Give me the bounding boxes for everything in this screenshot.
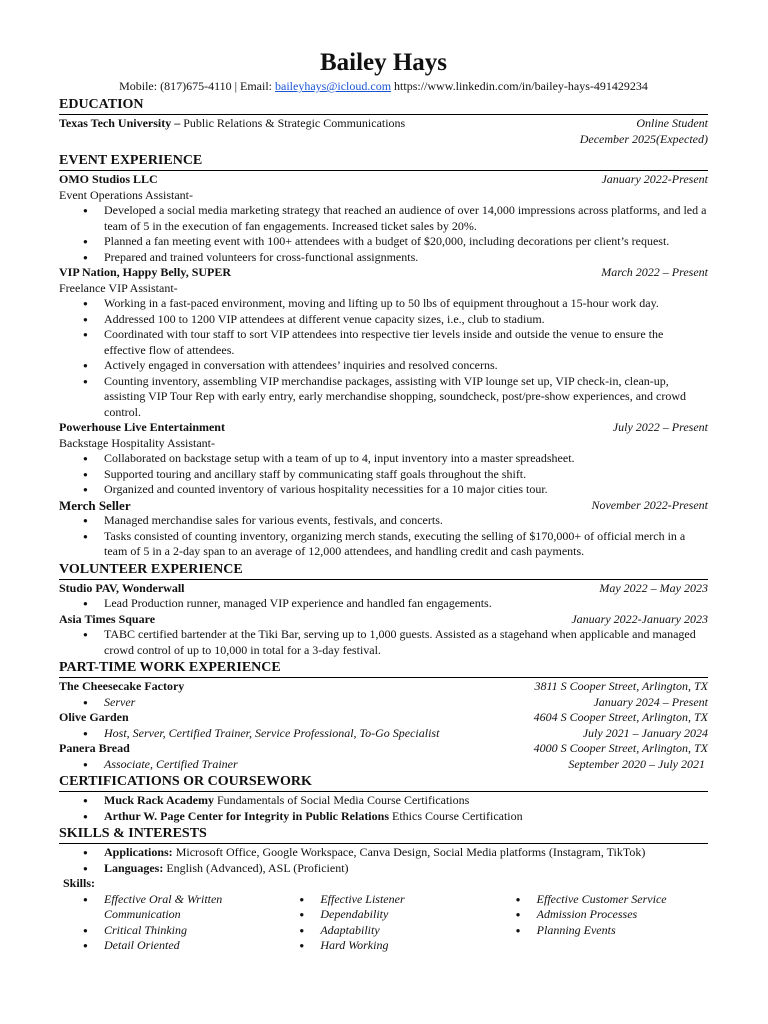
job-org: OMO Studios LLC <box>59 172 158 186</box>
job-header <box>59 679 708 695</box>
bullet-item: ● Planned a fan meeting event with 100+ attendees with a budget of $20,000, including decorations per client’s request. <box>59 234 708 250</box>
job-header <box>59 581 708 597</box>
mobile-text: Mobile: (817)675-4110 | Email: <box>119 79 276 93</box>
bullet-item: ● Actively engaged in conversation with attendees’ inquiries and resolved concerns. <box>59 358 708 374</box>
bullet-item: ● Tasks consisted of counting inventory, organizing merch stands, executing the selling of $170,000+ of official merch in a team of 5 in a 2-day span to an average of 12,000 attendees, and handling credit and cash payments. <box>59 529 708 560</box>
job-header <box>59 498 708 514</box>
bullet-item: ● Server <box>59 695 135 711</box>
job-bullets <box>59 451 708 498</box>
section-education-heading: EDUCATION <box>59 97 708 115</box>
skills-column <box>492 892 708 954</box>
bullet-item: ● Working in a fast-paced environment, moving and lifting up to 50 lbs of equipment throughout a 15-hour work day. <box>59 296 708 312</box>
skill-item: ● Adaptability <box>275 923 491 939</box>
bullet-item: ● TABC certified bartender at the Tiki Bar, serving up to 1,000 guests. Assisted as a stagehand when applicable and managed crowd control of up to 10,000 in total for a 3-day festival. <box>59 627 708 658</box>
section-parttime-heading: PART-TIME WORK EXPERIENCE <box>59 660 708 678</box>
job-bullets <box>59 627 708 658</box>
job-org: The Cheesecake Factory <box>59 679 185 693</box>
job-org: Panera Bread <box>59 741 130 755</box>
bullet-item: ● Lead Production runner, managed VIP experience and handled fan engagements. <box>59 596 708 612</box>
job-dates: November 2022-Present <box>591 497 708 512</box>
job-bullets <box>59 203 708 265</box>
job-org: Merch Seller <box>59 497 131 513</box>
skill-item: ● Effective Customer Service <box>492 892 708 908</box>
cert-list <box>59 793 708 824</box>
job-dates: January 2022-Present <box>601 172 708 186</box>
candidate-name: Bailey Hays <box>319 49 448 76</box>
job-address: 4000 S Cooper Street, Arlington, TX <box>533 741 708 755</box>
job-bullets <box>59 513 708 560</box>
cert-course: Fundamentals of Social Media Course Certifications <box>214 793 470 807</box>
skill-item: ● Planning Events <box>492 923 708 939</box>
job-org: Studio PAV, Wonderwall <box>59 580 185 595</box>
job-header <box>59 420 708 436</box>
bullet-item: ● Addressed 100 to 1200 VIP attendees at different venue capacity sizes, i.e., club to stadium. <box>59 312 708 328</box>
job-org: Powerhouse Live Entertainment <box>59 420 225 434</box>
skill-item: ● Effective Listener <box>275 892 491 908</box>
skill-item: ● Detail Oriented <box>59 938 275 954</box>
job-header <box>59 612 708 628</box>
education-date: December 2025(Expected) <box>579 131 708 146</box>
job-dates: July 2021 – January 2024 <box>582 725 708 740</box>
section-certs-heading: CERTIFICATIONS OR COURSEWORK <box>59 774 708 792</box>
skill-item: ● Admission Processes <box>492 907 708 923</box>
bullet-item: ● Host, Server, Certified Trainer, Service Professional, To-Go Specialist <box>59 726 439 742</box>
job-dates: January 2022-January 2023 <box>571 611 708 626</box>
bullet-item: ● Developed a social media marketing strategy that reached an audience of over 14,000 impressions across platforms, and led a team of 5 in the execution of fan engagements. Increased ticket sales by 20%. <box>59 203 708 234</box>
skills-column <box>275 892 491 954</box>
bullet-item: ● Coordinated with tour staff to sort VIP attendees into respective tier levels inside and outside the venue to ensure the effective flow of attendees. <box>59 327 708 358</box>
job-role-row <box>59 757 708 773</box>
job-role-row <box>59 695 708 711</box>
job-org: Asia Times Square <box>59 611 156 626</box>
section-volunteer-heading: VOLUNTEER EXPERIENCE <box>59 562 708 580</box>
skill-category-label: Applications: <box>104 845 173 859</box>
skills-column <box>59 892 275 954</box>
bullet-item: ● Managed merchandise sales for various events, festivals, and concerts. <box>59 513 708 529</box>
skills-label: Skills: <box>63 876 96 890</box>
linkedin-text: https://www.linkedin.com/in/bailey-hays-491429234 <box>391 79 648 93</box>
bullet-item: ● Associate, Certified Trainer <box>59 757 238 773</box>
skill-category-label: Languages: <box>104 860 164 875</box>
job-role: Event Operations Assistant- <box>59 187 193 202</box>
bullet-item: ● Counting inventory, assembling VIP merchandise packages, assisting with VIP lounge set up, VIP check-in, clean-up, assisting VIP Tour Rep with early entry, early merchandise shopping, soundcheck, post/pre-show experiences, and crowd control. <box>59 374 708 421</box>
skill-category <box>59 861 708 877</box>
job-role: Freelance VIP Assistant- <box>59 280 178 295</box>
job-role: Backstage Hospitality Assistant- <box>59 435 215 450</box>
job-header <box>59 741 708 757</box>
email-link[interactable]: baileyhays@icloud.com <box>275 79 392 93</box>
cert-item <box>59 809 708 825</box>
job-bullets <box>59 296 708 420</box>
cert-course: Ethics Course Certification <box>389 808 523 823</box>
skill-category <box>59 845 708 861</box>
bullet-item: ● Prepared and trained volunteers for cross-functional assignments. <box>59 250 708 266</box>
skill-item: ● Dependability <box>275 907 491 923</box>
education-row <box>59 116 708 132</box>
job-header <box>59 265 708 281</box>
education-date-row <box>59 132 708 148</box>
job-header <box>59 172 708 188</box>
job-dates: March 2022 – Present <box>601 265 708 279</box>
bullet-item: ● Collaborated on backstage setup with a team of up to 4, input inventory into a master spreadsheet. <box>59 451 708 467</box>
cert-provider: Arthur W. Page Center for Integrity in Public Relations <box>104 808 389 823</box>
school-name: Texas Tech University – <box>59 116 181 130</box>
job-address: 3811 S Cooper Street, Arlington, TX <box>534 679 708 693</box>
job-dates: July 2022 – Present <box>612 420 708 434</box>
skills-list <box>59 845 708 876</box>
bullet-item: ● Organized and counted inventory of various hospitality necessities for a 10 major cities tour. <box>59 482 708 498</box>
cert-item <box>59 793 708 809</box>
cert-provider: Muck Rack Academy <box>104 793 214 807</box>
job-role-row <box>59 726 708 742</box>
skill-category-values: English (Advanced), ASL (Proficient) <box>163 860 349 875</box>
skill-item: ● Effective Oral & Written Communication <box>59 892 275 923</box>
program-name: Public Relations & Strategic Communications <box>180 116 406 130</box>
contact-line <box>59 79 708 93</box>
skill-category-values: Microsoft Office, Google Workspace, Canva Design, Social Media platforms (Instagram, TikTok) <box>172 845 646 859</box>
skill-item: ● Hard Working <box>275 938 491 954</box>
skill-item: ● Critical Thinking <box>59 923 275 939</box>
job-org: Olive Garden <box>59 710 129 724</box>
skills-grid <box>59 892 708 954</box>
section-skills-heading: SKILLS & INTERESTS <box>59 826 708 844</box>
section-event-heading: EVENT EXPERIENCE <box>59 153 708 171</box>
job-dates: January 2024 – Present <box>593 694 708 709</box>
bullet-item: ● Supported touring and ancillary staff by communicating staff goals throughout the shift. <box>59 467 708 483</box>
job-address: 4604 S Cooper Street, Arlington, TX <box>533 710 708 724</box>
job-dates: May 2022 – May 2023 <box>599 580 708 595</box>
job-header <box>59 710 708 726</box>
job-bullets <box>59 596 708 612</box>
job-dates: September 2020 – July 2021 <box>568 756 705 771</box>
job-org: VIP Nation, Happy Belly, SUPER <box>59 265 232 279</box>
education-status: Online Student <box>636 116 708 130</box>
